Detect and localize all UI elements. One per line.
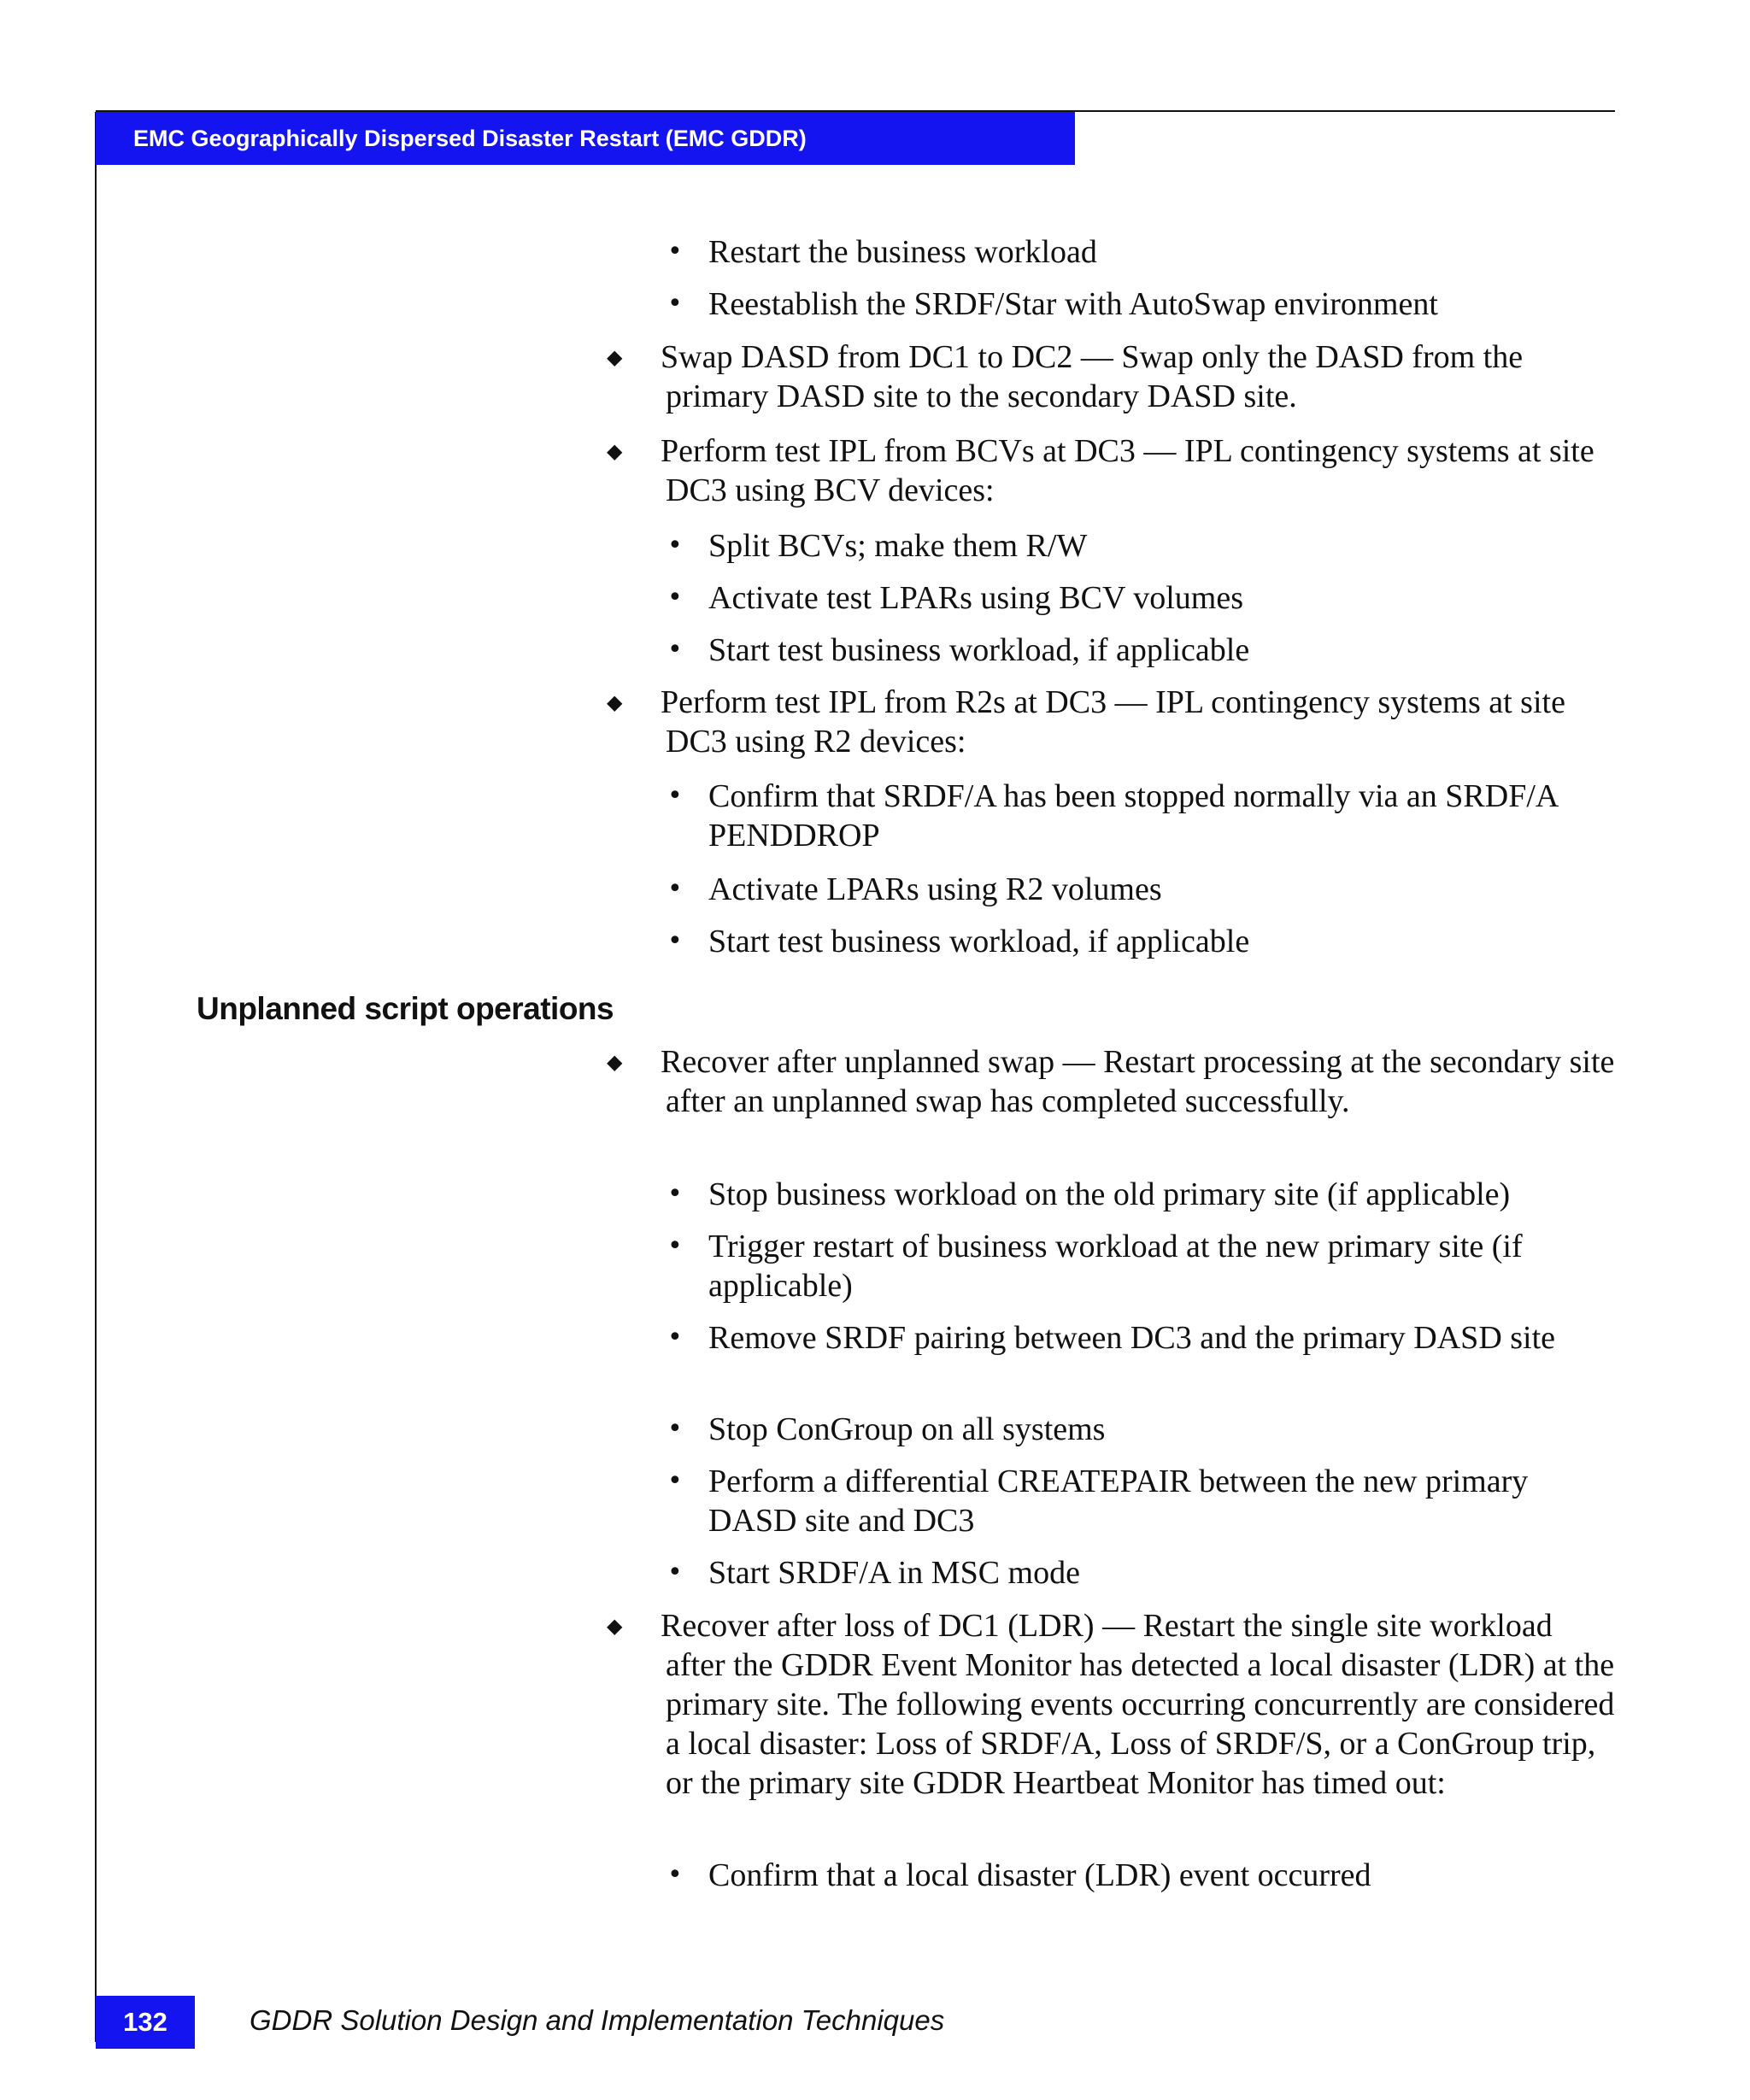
list-item: • Confirm that SRDF/A has been stopped normally via an SRDF/A PENDDROP (667, 778, 1558, 853)
list-item: • Stop ConGroup on all systems (667, 1411, 1106, 1447)
bullet-icon: • (667, 781, 683, 811)
list-item: • Reestablish the SRDF/Star with AutoSwap environment (667, 286, 1438, 322)
bullet-icon: • (667, 874, 683, 904)
list-item: • Activate LPARs using R2 volumes (667, 871, 1162, 907)
list-item: • Start test business workload, if applicable (667, 632, 1250, 668)
section-heading: Unplanned script operations (197, 991, 614, 1026)
list-item: ◆ Recover after loss of DC1 (LDR) — Restart the single site workload after the GDDR Event Monitor has detected a local disaster (LDR) at the primary site. The following events occurring concurrently are considered a local disaster: Loss of SRDF/A, Loss of SRDF/S, or a ConGroup trip, or the primary site GDDR Heartbeat Monitor has timed out: (607, 1608, 1615, 1801)
list-item: • Confirm that a local disaster (LDR) event occurred (667, 1857, 1371, 1893)
bullet-icon: • (667, 926, 683, 956)
diamond-bullet-icon: ◆ (607, 439, 623, 463)
bullet-icon: • (667, 289, 683, 319)
page-number: 132 (96, 1996, 195, 2049)
diamond-bullet-icon: ◆ (607, 1050, 623, 1074)
list-item: ◆ Perform test IPL from BCVs at DC3 — IPL contingency systems at site DC3 using BCV devices: (607, 433, 1594, 508)
diamond-bullet-icon: ◆ (607, 1614, 623, 1638)
bullet-icon: • (667, 531, 683, 560)
list-item: • Split BCVs; make them R/W (667, 528, 1088, 564)
list-item: • Start test business workload, if applicable (667, 924, 1250, 959)
bullet-icon: • (667, 635, 683, 665)
bullet-icon: • (667, 1414, 683, 1444)
bullet-icon: • (667, 1466, 683, 1496)
margin-rule (95, 112, 97, 2042)
list-item: • Remove SRDF pairing between DC3 and the primary DASD site (667, 1320, 1556, 1356)
bullet-icon: • (667, 583, 683, 613)
bullet-icon: • (667, 1179, 683, 1209)
list-item: • Stop business workload on the old primary site (if applicable) (667, 1176, 1511, 1212)
bullet-icon: • (667, 237, 683, 267)
list-item: ◆ Swap DASD from DC1 to DC2 — Swap only the DASD from the primary DASD site to the secondary DASD site. (607, 339, 1524, 414)
diamond-bullet-icon: ◆ (607, 345, 623, 369)
footer-book-title: GDDR Solution Design and Implementation Techniques (250, 2004, 945, 2036)
list-item: • Activate test LPARs using BCV volumes (667, 580, 1243, 616)
diamond-bullet-icon: ◆ (607, 690, 623, 714)
list-item: • Perform a differential CREATEPAIR between the new primary DASD site and DC3 (667, 1464, 1529, 1539)
list-item: • Start SRDF/A in MSC mode (667, 1555, 1080, 1591)
list-item: • Trigger restart of business workload at the new primary site (if applicable) (667, 1229, 1523, 1304)
list-item: • Restart the business workload (667, 234, 1097, 270)
list-item: ◆ Recover after unplanned swap — Restart processing at the secondary site after an unplanned swap has completed successfully. (607, 1044, 1615, 1119)
bullet-icon: • (667, 1231, 683, 1261)
bullet-icon: • (667, 1323, 683, 1352)
bullet-icon: • (667, 1557, 683, 1587)
bullet-icon: • (667, 1860, 683, 1890)
running-header: EMC Geographically Dispersed Disaster Restart (EMC GDDR) (96, 112, 1075, 165)
list-item: ◆ Perform test IPL from R2s at DC3 — IPL contingency systems at site DC3 using R2 devices: (607, 684, 1565, 760)
